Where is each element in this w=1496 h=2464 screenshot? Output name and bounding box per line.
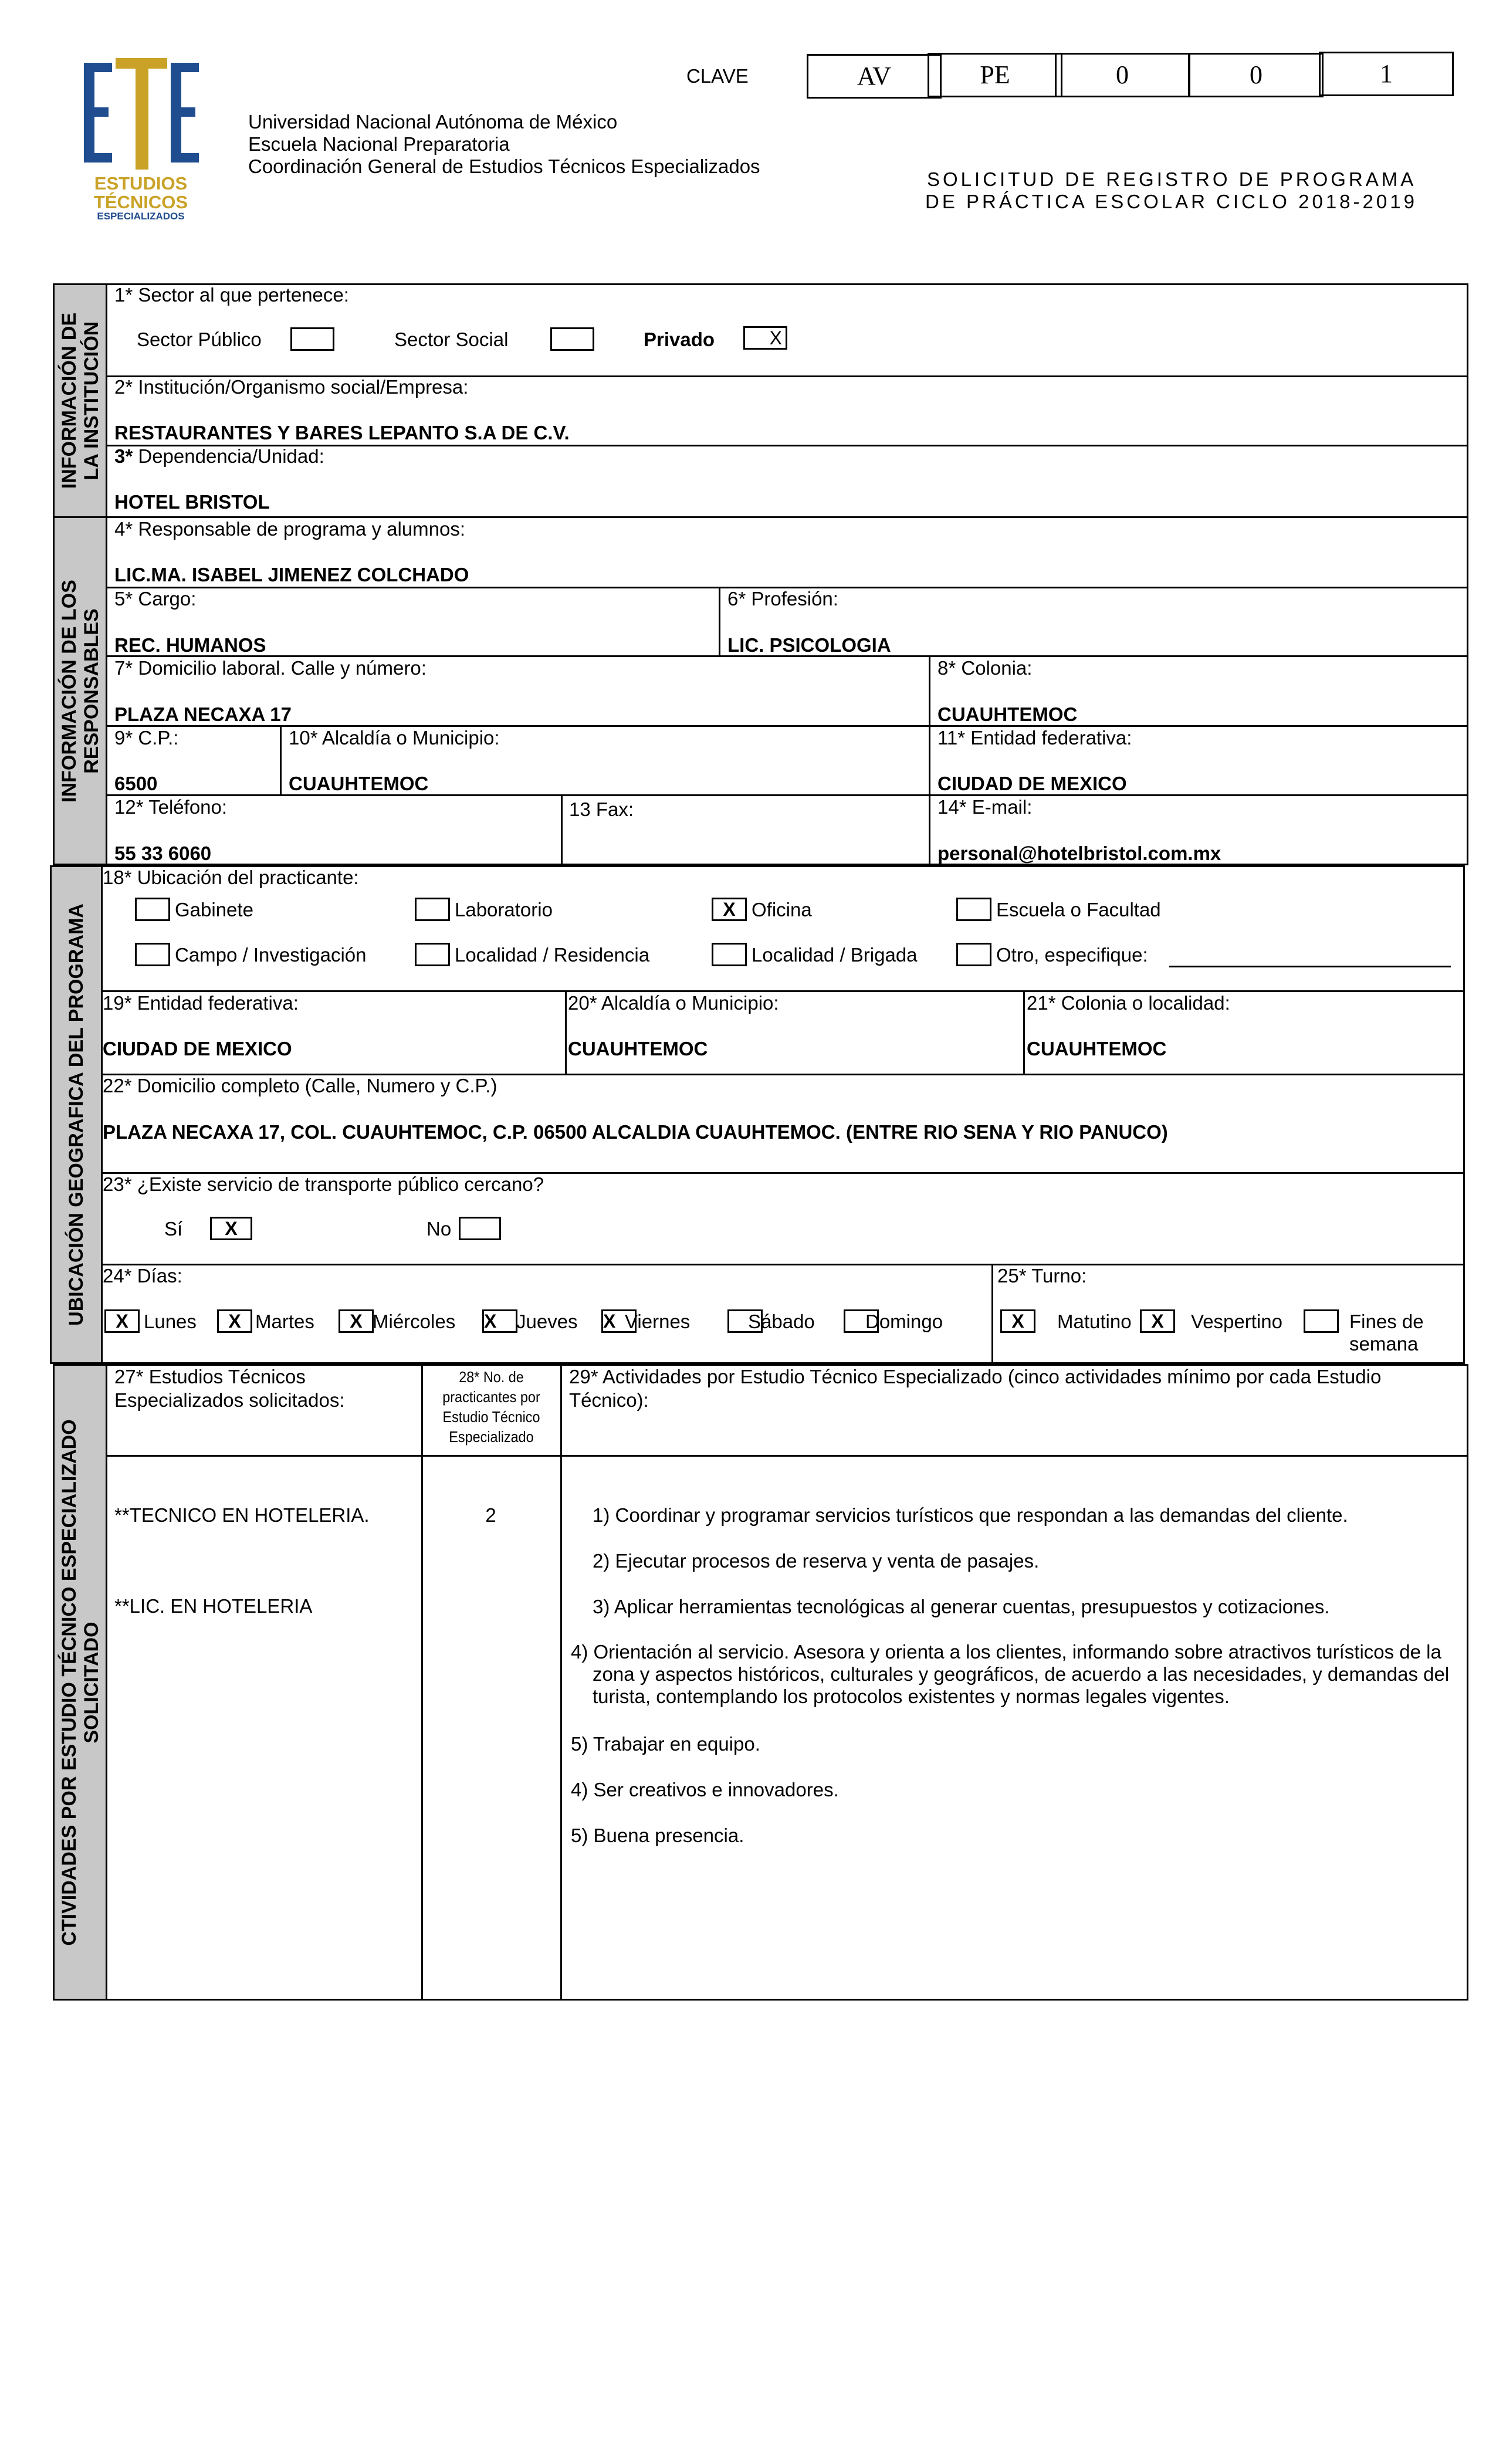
profesion-value: LIC. PSICOLOGIA — [727, 634, 891, 656]
ete-logo — [79, 56, 202, 226]
laboratorio-checkbox[interactable] — [415, 898, 450, 921]
privado-label: Privado — [644, 329, 715, 350]
section-actividades-label: CTIVIDADES POR ESTUDIO TÉCNICO ESPECIALIZADO SOLICITADO — [57, 1419, 103, 1946]
transporte-si-checkbox[interactable]: X — [210, 1217, 252, 1240]
ub-alcaldia-value: CUAUHTEMOC — [568, 1038, 708, 1060]
practicantes-header: 28* No. de practicantes por Estudio Técnico Especializado — [442, 1368, 540, 1446]
estudio-2: **LIC. EN HOTELERIA — [114, 1595, 313, 1617]
cargo-label: 5* Cargo: — [114, 588, 197, 610]
fines-semana-label-1: Fines de — [1349, 1311, 1424, 1332]
cp-value: 6500 — [114, 773, 158, 794]
ub-entidad-value: CIUDAD DE MEXICO — [103, 1038, 292, 1060]
clave-box-5: 1 — [1319, 52, 1454, 96]
transporte-no-checkbox[interactable] — [459, 1217, 501, 1240]
logo-line-3: ESPECIALIZADOS — [97, 211, 185, 222]
dias-label: 24* Días: — [103, 1265, 182, 1287]
clave-box-4: 0 — [1189, 53, 1324, 97]
domingo-label: Domingo — [865, 1311, 943, 1332]
viernes-label: Viernes — [625, 1311, 691, 1332]
colonia-value: CUAUHTEMOC — [937, 703, 1078, 725]
institucion-frame — [106, 283, 1468, 518]
fines-semana-label-2: semana — [1349, 1333, 1419, 1355]
cargo-value: REC. HUMANOS — [114, 634, 266, 656]
oficina-checkbox[interactable]: X — [712, 898, 747, 921]
lunes-checkbox[interactable]: X — [104, 1309, 140, 1333]
university-name: Universidad Nacional Autónoma de México — [248, 111, 618, 133]
logo-line-2: TÉCNICOS — [93, 192, 188, 212]
section-responsables-label: INFORMACIÓN DE LOS RESPONSABLES — [57, 579, 103, 803]
otro-specify-line[interactable] — [1169, 966, 1451, 967]
otro-checkbox[interactable] — [956, 943, 991, 966]
matutino-checkbox[interactable]: X — [1000, 1309, 1035, 1333]
actividad-item: 4) Ser creativos e innovadores. — [571, 1779, 839, 1800]
logo-line-1: ESTUDIOS — [94, 173, 188, 194]
clave-box-2: PE — [928, 53, 1062, 97]
resp-label: 4* Responsable de programa y alumnos: — [114, 518, 466, 540]
dep-value: HOTEL BRISTOL — [114, 491, 270, 513]
dep-label-num: 3* — [114, 445, 133, 467]
localidad-brigada-checkbox[interactable] — [712, 943, 747, 966]
gabinete-label: Gabinete — [175, 899, 253, 920]
sector-label: 1* Sector al que pertenece: — [114, 284, 349, 306]
estudios-header: 27* Estudios Técnicos Especializados solicitados: — [114, 1366, 345, 1411]
escuela-checkbox[interactable] — [956, 898, 991, 921]
telefono-label: 12* Teléfono: — [114, 796, 228, 818]
fines-semana-checkbox[interactable] — [1304, 1309, 1339, 1333]
actividades-header-text: 29* Actividades por Estudio Técnico Especializado (cinco actividades mínimo por cada Estudio Técnico): — [569, 1366, 1382, 1411]
practicante-label: 18* Ubicación del practicante: — [103, 867, 359, 888]
alcaldia-label: 10* Alcaldía o Municipio: — [289, 727, 500, 749]
dep-label-text: Dependencia/Unidad: — [133, 445, 324, 467]
ubicacion-frame — [101, 865, 1465, 1364]
clave-box-3: 0 — [1055, 53, 1190, 97]
telefono-value: 55 33 6060 — [114, 842, 212, 864]
laboratorio-label: Laboratorio — [455, 899, 553, 920]
actividad-item: 5) Buena presencia. — [571, 1825, 744, 1846]
sabado-label: Sábado — [748, 1311, 815, 1332]
martes-label: Martes — [255, 1311, 314, 1332]
escuela-label: Escuela o Facultad — [996, 899, 1161, 920]
cp-label: 9* C.P.: — [114, 727, 179, 749]
campo-checkbox[interactable] — [135, 943, 170, 966]
privado-checkbox[interactable]: X — [743, 326, 787, 350]
localidad-residencia-label: Localidad / Residencia — [455, 944, 650, 966]
estudio-1: **TECNICO EN HOTELERIA. — [114, 1504, 370, 1526]
entidad-label: 11* Entidad federativa: — [937, 727, 1132, 749]
actividad-item: 4) Orientación al servicio. Asesora y orienta a los clientes, informando sobre atractivos turísticos de la zona y aspectos históricos, culturales y geográficos, de acuerdo a las necesidades, y demandas del turista, contemplando los protocolos existentes y normas legales vigentes. — [571, 1641, 1450, 1707]
section-ubicacion — [50, 865, 103, 1364]
actividad-item: 3) Aplicar herramientas tecnológicas al generar cuentas, presupuestos y cotizaciones. — [593, 1596, 1330, 1617]
campo-label: Campo / Investigación — [175, 944, 367, 966]
matutino-label: Matutino — [1057, 1311, 1132, 1332]
form-title-line-1: SOLICITUD DE REGISTRO DE PROGRAMA — [927, 168, 1417, 190]
ub-domicilio-label: 22* Domicilio completo (Calle, Numero y C.P.) — [103, 1075, 497, 1096]
entidad-value: CIUDAD DE MEXICO — [937, 773, 1127, 794]
resp-value: LIC.MA. ISABEL JIMENEZ COLCHADO — [114, 564, 469, 585]
transporte-label: 23* ¿Existe servicio de transporte público cercano? — [103, 1173, 544, 1195]
turno-label: 25* Turno: — [997, 1265, 1087, 1287]
ub-colonia-value: CUAUHTEMOC — [1027, 1038, 1167, 1060]
sector-social-checkbox[interactable] — [550, 327, 594, 351]
oficina-label: Oficina — [752, 899, 812, 920]
ub-alcaldia-label: 20* Alcaldía o Municipio: — [568, 992, 779, 1014]
gabinete-checkbox[interactable] — [135, 898, 170, 921]
actividad-item: 2) Ejecutar procesos de reserva y venta de pasajes. — [593, 1550, 1040, 1572]
lunes-label: Lunes — [144, 1311, 197, 1332]
domicilio-label: 7* Domicilio laboral. Calle y número: — [114, 657, 427, 679]
martes-checkbox[interactable]: X — [217, 1309, 252, 1333]
section-institucion — [53, 283, 107, 518]
localidad-residencia-checkbox[interactable] — [415, 943, 450, 966]
otro-label: Otro, especifique: — [996, 944, 1148, 966]
actividad-item: 5) Trabajar en equipo. — [571, 1733, 760, 1755]
colonia-label: 8* Colonia: — [937, 657, 1033, 679]
clave-box-1: AV — [807, 54, 942, 99]
profesion-label: 6* Profesión: — [727, 588, 838, 610]
actividades-header — [569, 1365, 1455, 1412]
alcaldia-value: CUAUHTEMOC — [289, 773, 429, 794]
section-ubicacion-label: UBICACIÓN GEOGRAFICA DEL PROGRAMA — [65, 903, 87, 1326]
viernes-checkbox[interactable]: X — [601, 1309, 637, 1333]
ub-entidad-label: 19* Entidad federativa: — [103, 992, 299, 1014]
org-value: RESTAURANTES Y BARES LEPANTO S.A DE C.V. — [114, 422, 570, 444]
miercoles-label: Miércoles — [373, 1311, 456, 1332]
section-institucion-label: INFORMACIÓN DE LA INSTITUCIÓN — [57, 312, 103, 489]
transporte-si-label: Sí — [164, 1218, 183, 1240]
actividad-item: 1) Coordinar y programar servicios turísticos que respondan a las demandas del cliente. — [593, 1504, 1348, 1526]
ub-colonia-label: 21* Colonia o localidad: — [1027, 992, 1230, 1014]
sector-publico-label: Sector Público — [137, 329, 262, 350]
ete-logo-mark — [79, 56, 202, 173]
email-value: personal@hotelbristol.com.mx — [937, 842, 1221, 864]
clave-label: CLAVE — [686, 65, 749, 87]
section-responsables — [53, 516, 107, 865]
section-actividades — [53, 1364, 107, 2001]
form-title-line-2: DE PRÁCTICA ESCOLAR CICLO 2018-2019 — [925, 191, 1417, 212]
coordination-name: Coordinación General de Estudios Técnicos Especializados — [248, 155, 760, 177]
localidad-brigada-label: Localidad / Brigada — [752, 944, 918, 966]
jueves-label: Jueves — [516, 1311, 578, 1332]
practicantes-count: 2 — [485, 1504, 496, 1526]
sector-publico-checkbox[interactable] — [290, 327, 334, 351]
vespertino-label: Vespertino — [1191, 1311, 1282, 1332]
domicilio-value: PLAZA NECAXA 17 — [114, 703, 292, 725]
org-label: 2* Institución/Organismo social/Empresa: — [114, 376, 469, 398]
vespertino-checkbox[interactable]: X — [1140, 1309, 1175, 1333]
school-name: Escuela Nacional Preparatoria — [248, 133, 510, 155]
email-label: 14* E-mail: — [937, 796, 1033, 818]
ub-domicilio-value: PLAZA NECAXA 17, COL. CUAUHTEMOC, C.P. 06500 ALCALDIA CUAUHTEMOC. (ENTRE RIO SENA Y RIO PANUCO) — [103, 1121, 1168, 1143]
sector-social-label: Sector Social — [394, 329, 509, 350]
transporte-no-label: No — [427, 1218, 452, 1240]
fax-label: 13 Fax: — [569, 798, 634, 820]
dep-label — [114, 446, 324, 467]
miercoles-checkbox[interactable]: X — [339, 1309, 374, 1333]
jueves-checkbox[interactable]: X — [482, 1309, 517, 1333]
